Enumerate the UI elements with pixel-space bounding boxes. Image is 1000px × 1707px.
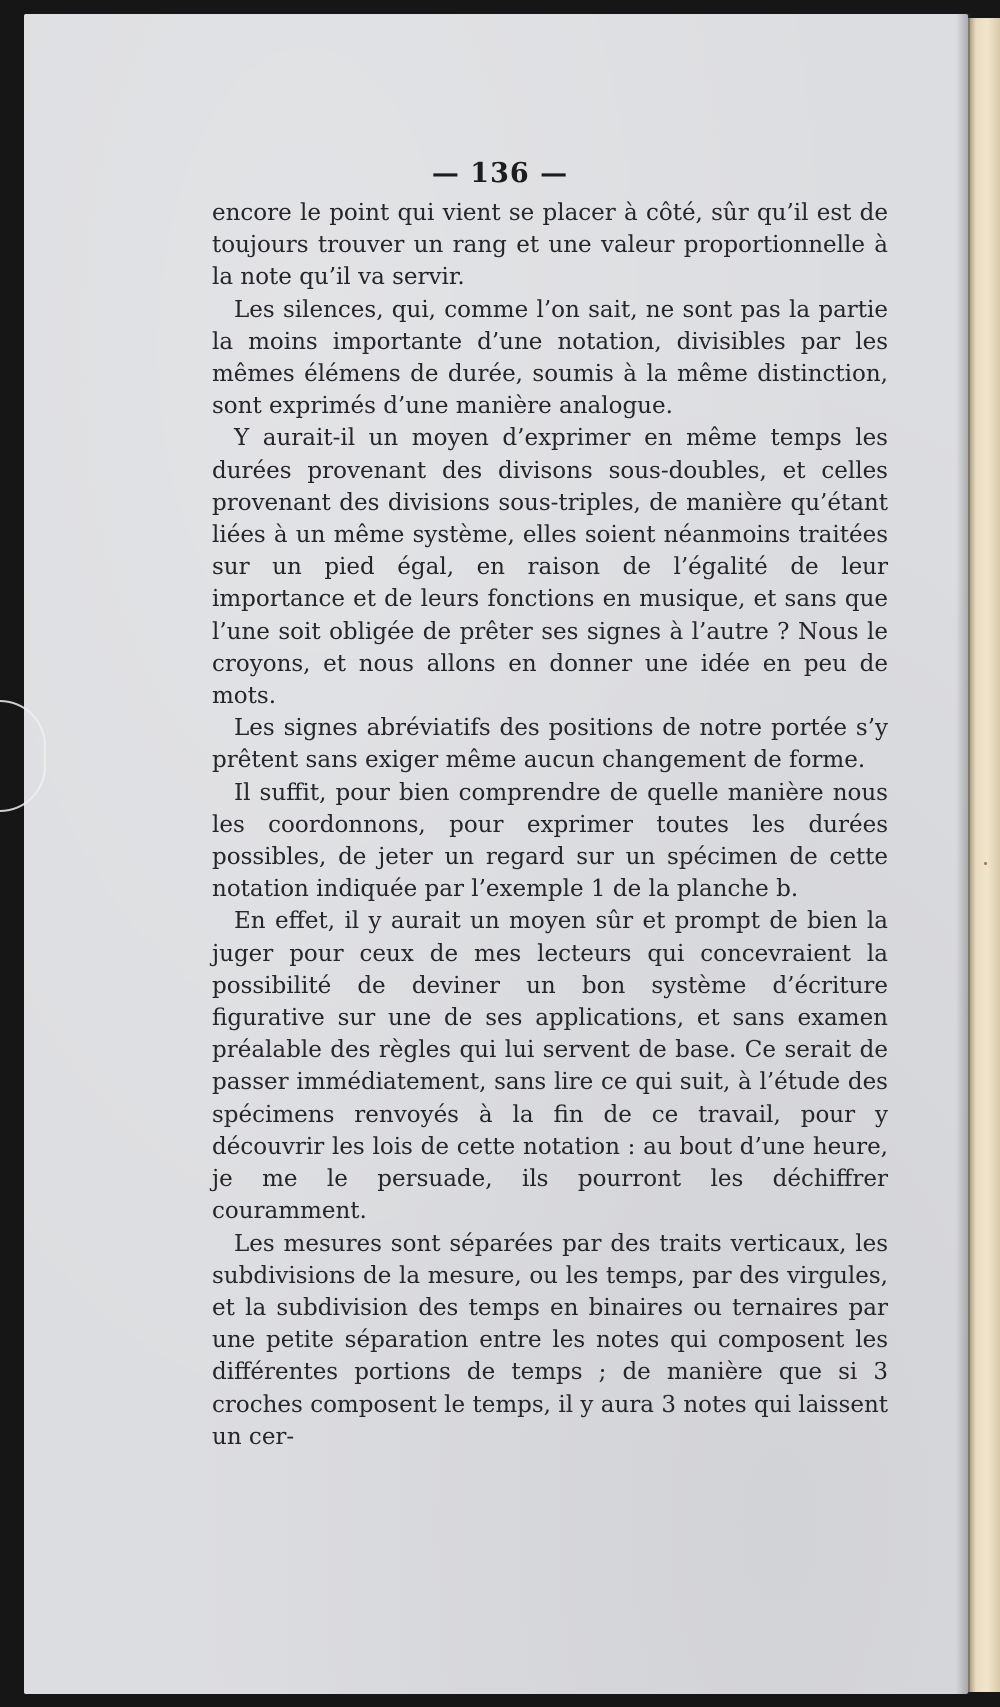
paragraph-mesures: Les mesures sont séparées par des traits verticaux, les subdivisions de la mesure, ou les temps, par des virgules, et la subdivision des temps en binaires ou ternaires par une petite séparation entre les notes qui composent les différentes portions de temps ; de manière que si 3 croches composent le temps, il y aura 3 notes qui laissent un cer-: [212, 1230, 888, 1450]
body-text: [212, 197, 888, 1453]
next-page-edge: [968, 18, 1000, 1692]
paragraph-en-effet: En effet, il y aurait un moyen sûr et prompt de bien la juger pour ceux de mes lecteurs qui concevraient la possibilité de deviner un bon système d’écriture figurative sur une de ses applications, et sans examen préalable des règles qui lui servent de base. Ce serait de passer immédiatement, sans lire ce qui suit, à l’étude des spécimens renvoyés à la fin de ce travail, pour y découvrir les lois de cette notation : au bout d’une heure, je me le persuade, ils pourront les déchiffrer couramment.: [212, 908, 888, 1225]
paragraph-silences: Les silences, qui, comme l’on sait, ne sont pas la partie la moins importante d’une notation, divisibles par les mêmes élémens de durée, soumis à la même distinction, sont exprimés d’une manière analogue.: [212, 296, 888, 420]
binding-shadow: [956, 14, 970, 1694]
page-number: — 136 —: [431, 158, 569, 189]
paragraph-signes: Les signes abréviatifs des positions de notre portée s’y prêtent sans exiger même aucun changement de forme.: [212, 715, 888, 774]
ink-speck: [984, 862, 987, 865]
paragraph-suffit: Il suffit, pour bien comprendre de quelle manière nous les coordonnons, pour exprimer toutes les durées possibles, de jeter un regard sur un spécimen de cette notation indiquée par l’exemple 1 de la planche b.: [212, 779, 888, 903]
paragraph-question: Y aurait-il un moyen d’exprimer en même temps les durées provenant des divisons sous-doubles, et celles provenant des divisions sous-triples, de manière qu’étant liées à un même système, elles soient néanmoins traitées sur un pied égal, en raison de l’égalité de leur importance et de leurs fonctions en musique, et sans que l’une soit obligée de prêter ses signes à l’autre ? Nous le croyons, et nous allons en donner une idée en peu de mots.: [212, 425, 888, 710]
paragraph-continuation: encore le point qui vient se placer à côté, sûr qu’il est de toujours trouver un rang et une valeur proportionnelle à la note qu’il va servir.: [212, 200, 888, 291]
